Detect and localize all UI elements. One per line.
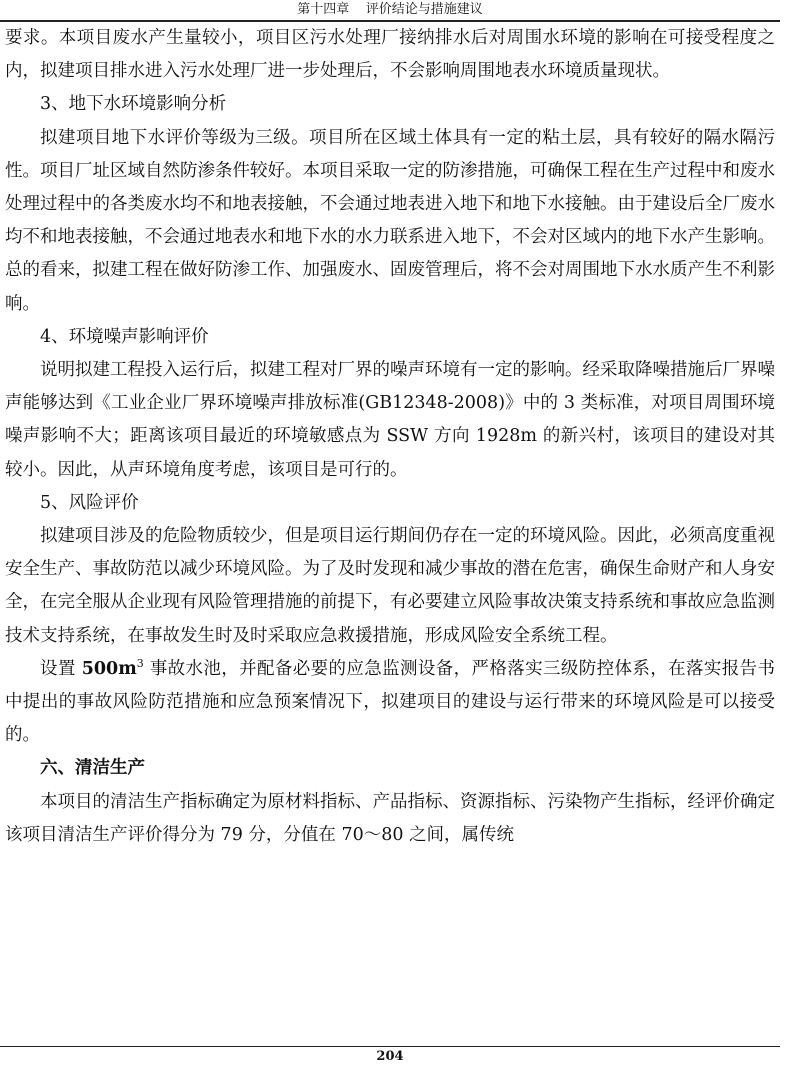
pool-volume-exponent: 3 — [136, 657, 144, 671]
heading-groundwater: 3、地下水环境影响分析 — [40, 94, 227, 115]
paragraph-surface-water-cont: 要求。本项目废水产生量较小，项目区污水处理厂接纳排水后对周围水环境的影响在可接受程度之内，拟建项目排水进入污水处理厂进一步处理后，不会影响周围地表水环境质量现状。 — [5, 28, 775, 82]
chapter-number: 第十四章 — [297, 2, 350, 17]
paragraph-risk: 拟建项目涉及的危险物质较少，但是项目运行期间仍存在一定的环境风险。因此，必须高度重视安全生产、事故防范以减少环境风险。为了及时发现和减少事故的潜在危害，确保生命财产和人身安全，在完全服从企业现有风险管理措施的前提下，有必要建立风险事故决策支持系统和事故应急监测技术支持系统，在事故发生时及时采取应急救援措施，形成风险安全系统工程。 — [5, 526, 775, 646]
page-body — [5, 22, 775, 852]
footer-rule — [0, 1046, 780, 1047]
page-header — [0, 0, 780, 20]
heading-clean-production: 六、清洁生产 — [40, 758, 145, 779]
paragraph-clean-production: 本项目的清洁生产指标确定为原材料指标、产品指标、资源指标、污染物产生指标，经评价确定该项目清洁生产评价得分为 79 分，分值在 70～80 之间，属传统 — [5, 791, 775, 845]
paragraph-groundwater: 拟建项目地下水评价等级为三级。项目所在区域土体具有一定的粘土层，具有较好的隔水隔污性。项目厂址区域自然防渗条件较好。本项目采取一定的防渗措施，可确保工程在生产过程中和废水处理过程中的各类废水均不和地表接触，不会通过地表进入地下和地下水接触。由于建设后全厂废水均不和地表接触，不会通过地表水和地下水的水力联系进入地下，不会对区域内的地下水产生影响。总的看来，拟建工程在做好防渗工作、加强废水、固废管理后，将不会对周围地下水水质产生不利影响。 — [5, 127, 775, 314]
heading-noise: 4、环境噪声影响评价 — [40, 326, 209, 347]
page-number: 204 — [376, 1049, 404, 1064]
heading-risk: 5、风险评价 — [40, 492, 139, 513]
paragraph-accident-pool — [5, 653, 775, 753]
paragraph-noise: 说明拟建工程投入运行后，拟建工程对厂界的噪声环境有一定的影响。经采取降噪措施后厂界噪声能够达到《工业企业厂界环境噪声排放标准(GB12348-2008)》中的 3 类标准，对项目周围环境噪声影响不大；距离该项目最近的环境敏感点为 SSW 方向 1928m 的新兴村，该项目的建设对其较小。因此，从声环境角度考虑，该项目是可行的。 — [5, 360, 775, 480]
pool-volume: 500m — [81, 658, 137, 679]
pool-text-post: 事故水池，并配备必要的应急监测设备，严格落实三级防控体系，在落实报告书中提出的事故风险防范措施和应急预案情况下，拟建项目的建设与运行带来的环境风险是可以接受的。 — [5, 658, 775, 746]
pool-text-pre: 设置 — [40, 658, 82, 679]
chapter-title: 评价结论与措施建议 — [365, 2, 483, 17]
